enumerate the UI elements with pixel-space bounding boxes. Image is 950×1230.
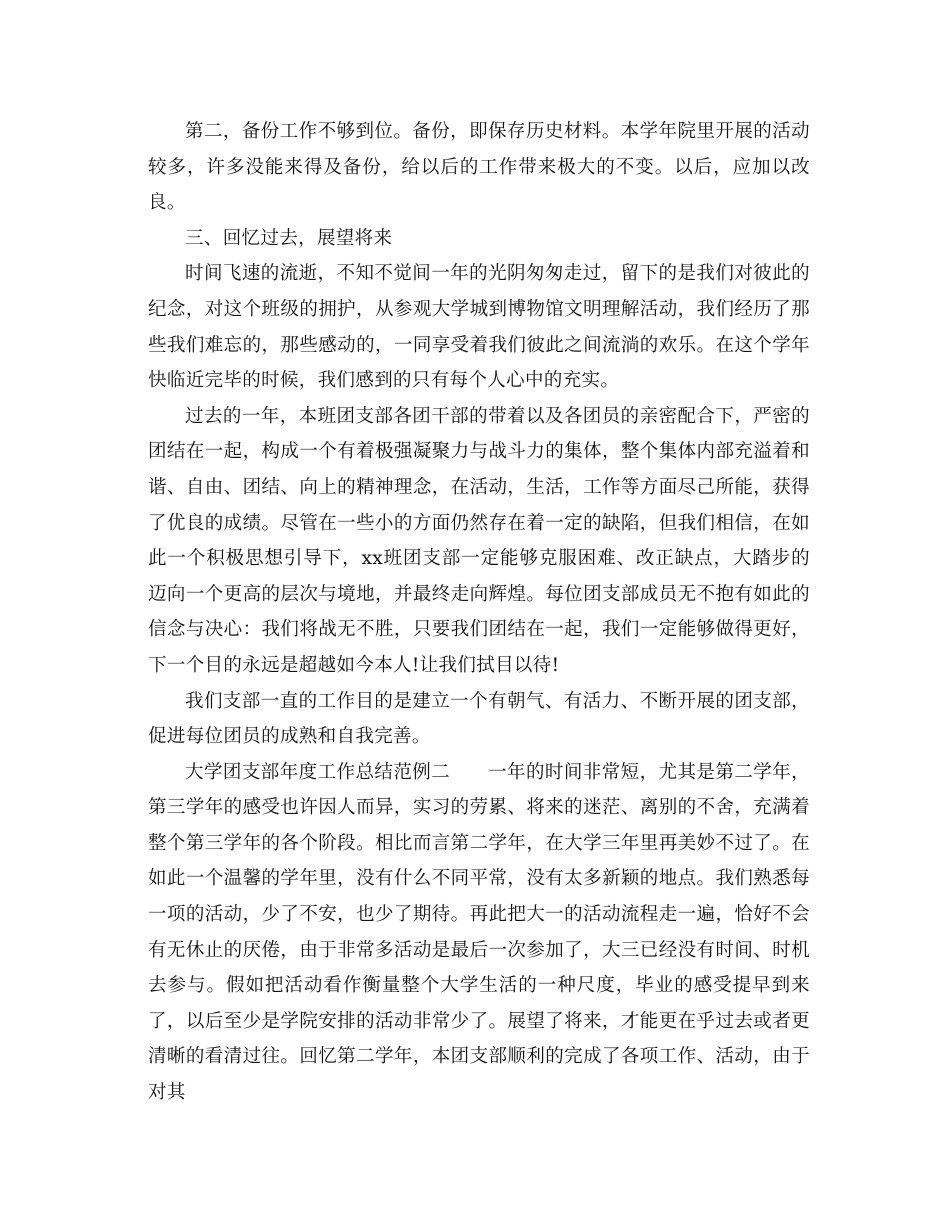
paragraph-branch-goal: 我们支部一直的工作目的是建立一个有朝气、有活力、不断开展的团支部，促进每位团员的成熟和自我完善。	[148, 690, 810, 748]
paragraph-past-year: 过去的一年，本班团支部各团干部的带着以及各团员的亲密配合下，严密的团结在一起，构成一个有着极强凝聚力与战斗力的集体，整个集体内部充溢着和谐、自由、团结、向上的精神理念，在活动，生活，工作等方面尽己所能，获得了优良的成绩。尽管在一些小的方面仍然存在着一定的缺陷，但我们相信，在如此一个积极思想引导下，xx班团支部一定能够克服困难、改正缺点，大踏步的迈向一个更高的层次与境地，并最终走向辉煌。每位团支部成员无不抱有如此的信念与决心：我们将战无不胜，只要我们团结在一起，我们一定能够做得更好，下一个目的永远是超越如今本人!让我们拭目以待!	[148, 405, 810, 676]
paragraph-time-passing: 时间飞速的流逝，不知不觉间一年的光阴匆匆走过，留下的是我们对彼此的纪念，对这个班级的拥护，从参观大学城到博物馆文明理解活动，我们经历了那些我们难忘的，那些感动的，一同享受着我们彼此之间流淌的欢乐。在这个学年快临近完毕的时候，我们感到的只有每个人心中的充实。	[148, 263, 810, 392]
section-heading-review: 三、回忆过去，展望将来	[185, 227, 393, 249]
paragraph-example-two: 大学团支部年度工作总结范例二 一年的时间非常短，尤其是第二学年，第三学年的感受也许因人而异，实习的劳累、将来的迷茫、离别的不舍，充满着整个第三学年的各个阶段。相比而言第二学年，在大学三年里再美妙不过了。在如此一个温馨的学年里，没有什么不同平常，没有太多新颖的地点。我们熟悉每一项的活动，少了不安，也少了期待。再此把大一的活动流程走一遍，恰好不会有无休止的厌倦，由于非常多活动是最后一次参加了，大三已经没有时间、时机去参与。假如把活动看作衡量整个大学生活的一种尺度，毕业的感受提早到来了，以后至少是学院安排的活动非常少了。展望了将来，才能更在乎过去或者更清晰的看清过往。回忆第二学年，本团支部顺利的完成了各项工作、活动，由于对其	[148, 761, 810, 1104]
document-body	[148, 114, 810, 1111]
paragraph-backup-shortcoming: 第二，备份工作不够到位。备份，即保存历史材料。本学年院里开展的活动较多，许多没能来得及备份，给以后的工作带来极大的不变。以后，应加以改良。	[148, 121, 810, 214]
